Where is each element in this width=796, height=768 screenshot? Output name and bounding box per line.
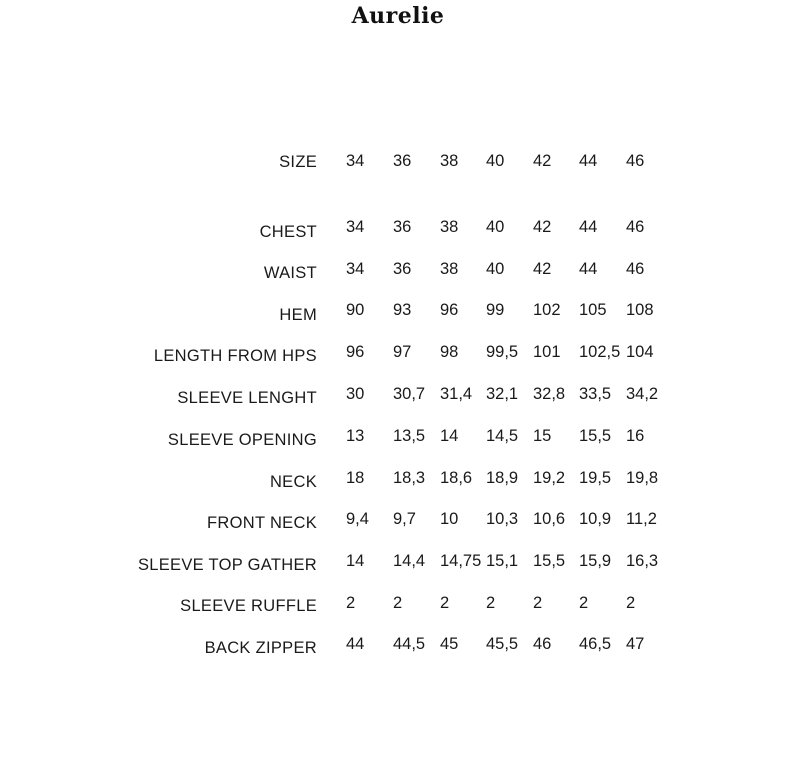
measurement-cell: 19,8: [626, 469, 659, 487]
measurement-cell: 2: [486, 594, 496, 612]
row-label-sleeve-length: SLEEVE LENGHT: [177, 389, 317, 407]
brand-logo: Aurelie: [351, 3, 445, 29]
measurement-cell: 108: [626, 301, 654, 319]
measurement-cell: 40: [486, 218, 505, 236]
row-label-chest: CHEST: [259, 223, 317, 241]
measurement-cell: 99: [486, 301, 505, 319]
measurement-cell: 105: [579, 301, 607, 319]
measurement-cell: 14,4: [393, 552, 426, 570]
measurement-cell: 44: [579, 260, 598, 278]
measurement-cell: 44: [346, 635, 365, 653]
measurement-cell: 18: [346, 469, 365, 487]
measurement-cell: 30: [346, 385, 365, 403]
measurement-cell: 14,75: [440, 552, 482, 570]
measurement-cell: 33,5: [579, 385, 612, 403]
measurement-cell: 10: [440, 510, 459, 528]
measurement-cell: 93: [393, 301, 412, 319]
measurement-cell: 101: [533, 343, 561, 361]
row-label-waist: WAIST: [263, 264, 317, 282]
measurement-cell: 102,5: [579, 343, 621, 361]
measurement-cell: 16: [626, 427, 645, 445]
measurement-cell: 15,1: [486, 552, 519, 570]
measurement-cell: 46: [533, 635, 552, 653]
row-label-sleeve-top-gather: SLEEVE TOP GATHER: [137, 556, 317, 574]
measurement-cell: 18,9: [486, 469, 519, 487]
measurement-cell: 14: [440, 427, 459, 445]
measurement-cell: 36: [393, 218, 412, 236]
measurement-cell: 15,5: [533, 552, 566, 570]
measurement-cell: 42: [533, 218, 552, 236]
measurement-cell: 96: [440, 301, 459, 319]
measurement-cell: 16,3: [626, 552, 659, 570]
measurement-cell: 32,1: [486, 385, 519, 403]
measurement-cell: 10,9: [579, 510, 612, 528]
measurement-cell: 38: [440, 218, 459, 236]
measurement-cell: 15,5: [579, 427, 612, 445]
measurement-cell: 30,7: [393, 385, 426, 403]
size-value: 42: [533, 152, 552, 170]
row-label-back-zipper: BACK ZIPPER: [204, 639, 317, 657]
measurement-cell: 34,2: [626, 385, 659, 403]
measurement-cell: 46: [626, 260, 645, 278]
row-label-size: SIZE: [279, 153, 317, 171]
measurement-cell: 34: [346, 260, 365, 278]
row-label-front-neck: FRONT NECK: [207, 514, 317, 532]
measurement-cell: 40: [486, 260, 505, 278]
measurement-cell: 15: [533, 427, 552, 445]
row-label-hem: HEM: [279, 306, 317, 324]
measurement-cell: 10,6: [533, 510, 566, 528]
measurement-cell: 9,4: [346, 510, 369, 528]
size-value: 40: [486, 152, 505, 170]
measurement-cell: 18,6: [440, 469, 473, 487]
measurement-cell: 2: [579, 594, 589, 612]
size-value: 36: [393, 152, 412, 170]
measurement-cell: 14: [346, 552, 365, 570]
size-value: 44: [579, 152, 598, 170]
measurement-cell: 2: [533, 594, 543, 612]
measurement-cell: 44,5: [393, 635, 426, 653]
measurement-cell: 90: [346, 301, 365, 319]
measurement-cell: 9,7: [393, 510, 416, 528]
measurement-cell: 45: [440, 635, 459, 653]
measurement-cell: 98: [440, 343, 459, 361]
measurement-cell: 13,5: [393, 427, 426, 445]
measurement-cell: 19,2: [533, 469, 566, 487]
measurement-cell: 2: [346, 594, 356, 612]
measurement-cell: 97: [393, 343, 412, 361]
measurement-cell: 2: [393, 594, 403, 612]
measurement-cell: 31,4: [440, 385, 473, 403]
measurement-cell: 99,5: [486, 343, 519, 361]
measurement-cell: 44: [579, 218, 598, 236]
row-label-neck: NECK: [269, 473, 317, 491]
measurement-cell: 38: [440, 260, 459, 278]
measurement-cell: 102: [533, 301, 561, 319]
row-label-sleeve-ruffle: SLEEVE RUFFLE: [180, 597, 317, 615]
measurement-cell: 46: [626, 218, 645, 236]
measurement-cell: 14,5: [486, 427, 519, 445]
measurement-cell: 104: [626, 343, 654, 361]
measurement-cell: 2: [440, 594, 450, 612]
measurement-cell: 47: [626, 635, 645, 653]
measurement-cell: 10,3: [486, 510, 519, 528]
measurement-cell: 11,2: [626, 510, 657, 528]
measurement-cell: 32,8: [533, 385, 566, 403]
measurement-cell: 2: [626, 594, 636, 612]
measurement-cell: 34: [346, 218, 365, 236]
row-label-sleeve-opening: SLEEVE OPENING: [167, 431, 317, 449]
measurement-cell: 15,9: [579, 552, 612, 570]
size-value: 38: [440, 152, 459, 170]
measurement-cell: 18,3: [393, 469, 426, 487]
measurement-cell: 96: [346, 343, 365, 361]
row-label-length-from-hps: LENGTH FROM HPS: [153, 347, 317, 365]
measurement-cell: 19,5: [579, 469, 612, 487]
measurement-cell: 45,5: [486, 635, 519, 653]
measurement-cell: 13: [346, 427, 365, 445]
measurement-cell: 42: [533, 260, 552, 278]
measurement-cell: 46,5: [579, 635, 612, 653]
measurement-cell: 36: [393, 260, 412, 278]
size-value: 46: [626, 152, 645, 170]
size-value: 34: [346, 152, 365, 170]
